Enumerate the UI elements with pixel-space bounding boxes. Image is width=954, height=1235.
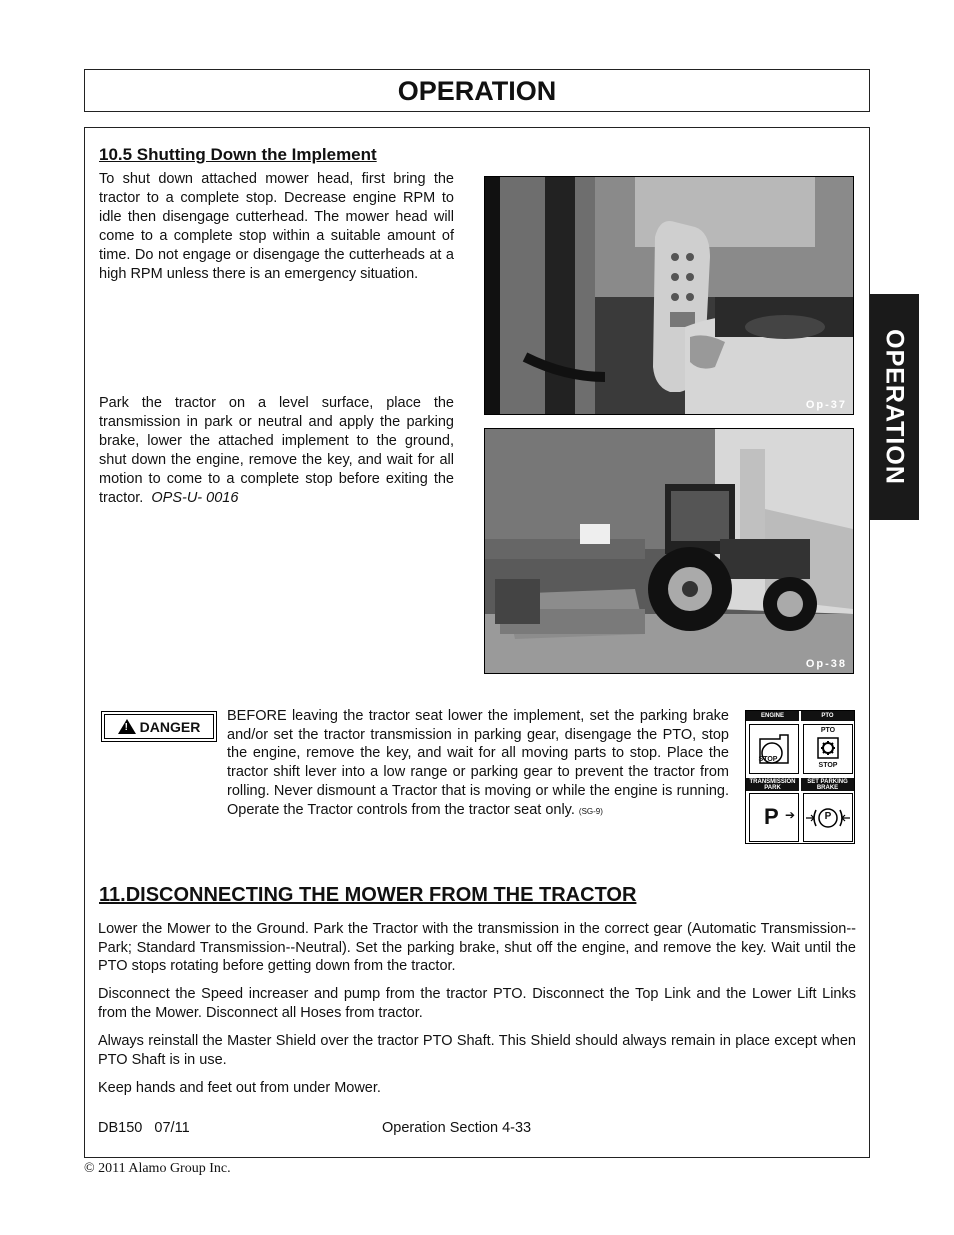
transmission-park-symbol [749,793,799,842]
copyright-notice: © 2011 Alamo Group Inc. [84,1161,231,1176]
section-11-paragraph-4: Keep hands and feet out from under Mower. [98,1080,381,1096]
section-11-paragraph-3: Always reinstall the Master Shield over the tractor PTO Shaft. This Shield should always remain in place except when PTO Shaft is in use. [98,1033,856,1068]
photo-tractor-mower [484,428,854,674]
footer-model-date: DB150 07/11 [98,1120,190,1136]
photo-label-op38: Op-38 [805,658,847,670]
pto-symbol-header: PTO [801,711,854,721]
parking-paragraph-ref: OPS-U- 0016 [151,490,239,506]
section-11-paragraph-2: Disconnect the Speed increaser and pump from the tractor PTO. Disconnect the Top Link and the Lower Lift Links from the Mower. Disconnect all Hoses from tractor. [98,986,856,1021]
brake-symbol-header: SET PARKING BRAKE [801,778,854,791]
footer-section-page: Operation Section 4-33 [382,1120,532,1136]
header-box [84,69,870,112]
section-11-title: 11.DISCONNECTING THE MOWER FROM THE TRACTOR [99,884,637,906]
section-10-5-title: 10.5 Shutting Down the Implement [99,145,377,164]
pto-stop-symbol [803,724,853,774]
danger-badge-label: DANGER [139,718,201,735]
side-tab-label: OPERATION [880,329,909,485]
arrow-right-icon: ➔ [784,808,795,822]
page-header-title: OPERATION [397,76,557,106]
engine-stop-label: STOP [758,756,778,763]
danger-message-ref: (SG-9) [578,806,603,816]
warning-triangle-icon: ! [118,719,136,734]
brake-letter: P [824,811,832,822]
parking-paragraph [99,394,454,508]
photo-cab-controls [484,176,854,415]
danger-badge [101,711,217,742]
safety-symbols-panel [745,710,855,844]
pto-inner-label: PTO [820,727,836,734]
tractor-mower-illustration [485,429,853,673]
shutdown-paragraph: To shut down attached mower head, first bring the tractor to a complete stop. Decrease engine RPM to idle then disengage cutterhead. The mower head will come to a complete stop within a suitable amount of time. Do not engage or disengage the cutterheads at a high RPM unless there is an emergency situation. [99,171,454,282]
engine-stop-symbol [749,724,799,774]
cab-controls-illustration [485,177,853,414]
danger-message-text: BEFORE leaving the tractor seat lower the implement, set the parking brake and/or set the tractor transmission in parking gear, disengage the PTO, stop the engine, remove the key, and wait for all moving parts to stop. Place the tractor shift lever into a low range or parking gear to prevent the tractor from rolling. Never dismount a Tractor that is moving or while the engine is running. Operate the Tractor controls from the tractor seat only. [227,708,729,818]
park-letter: P [764,804,779,829]
engine-stop-icon [750,725,798,773]
parking-paragraph-text: Park the tractor on a level surface, place the transmission in park or neutral and apply the parking brake, lower the attached implement to the ground, shut down the engine, remove the key, and wait for all motion to come to a complete stop before exiting the tractor. [99,395,454,506]
engine-symbol-header: ENGINE [746,711,799,721]
pto-stop-label: STOP [818,762,838,769]
danger-message [227,707,729,821]
section-11-paragraph-1: Lower the Mower to the Ground. Park the Tractor with the transmission in the correct gear (Automatic Transmission--Park; Standard Transmission--Neutral). Set the parking brake, shut off the engine, and remove the key. Wait until the PTO stops rotating before getting down from the tractor. [98,921,856,975]
transmission-symbol-header: TRANSMISSION PARK [746,778,799,791]
section-side-tab [869,294,919,520]
danger-badge-inner [104,714,214,739]
photo-label-op37: Op-37 [805,399,847,411]
parking-brake-symbol [803,793,853,842]
